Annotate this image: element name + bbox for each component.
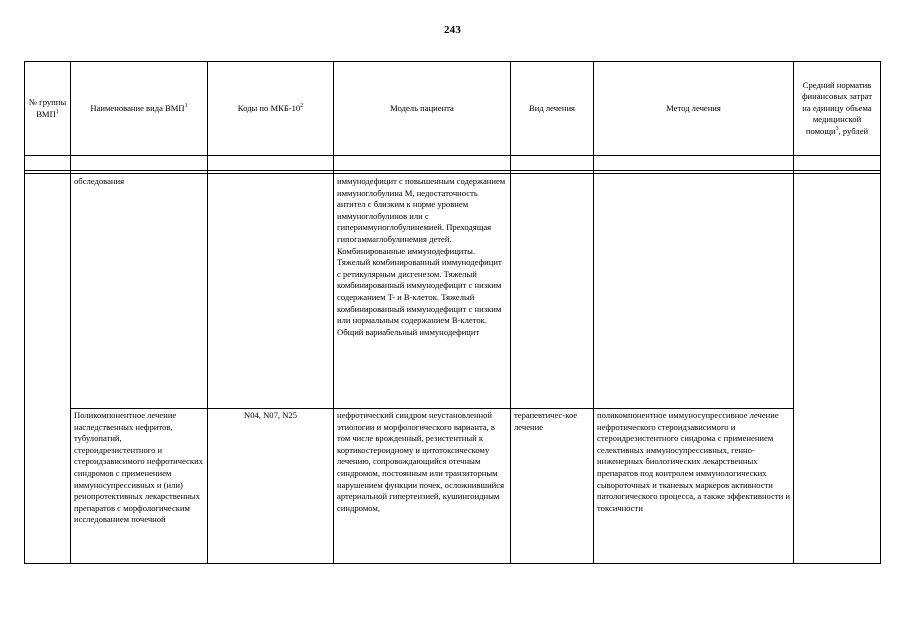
cell-name: обследования	[71, 174, 208, 409]
header-name: Наименование вида ВМП$^1$	[71, 62, 208, 156]
header-method: Метод лечения	[594, 62, 794, 156]
cell-codes: N04, N07, N25	[208, 409, 334, 564]
cell-codes	[208, 174, 334, 409]
cell-method	[594, 174, 794, 409]
header-codes: Коды по МКБ-$10^2$	[208, 62, 334, 156]
header-row	[25, 62, 881, 156]
cell-model: иммунодефицит с повышенным содержанием иммуноглобулина M, недостаточность антител с близким к норме уровнем иммуноглобулинов или с гипериммуноглобулинемией. Преходящая гипогаммаглобулинемия детей. Комбинированные иммунодефициты. Тяжелый комбинированный иммунодефицит с ретикулярным дисгенезом. Тяжелый комбинированный иммунодефицит с низким содержанием T- и B-клеток. Тяжелый комбинированный иммунодефицит с низким или нормальным содержанием B-клеток. Общий вариабельный иммунодефицит	[334, 174, 511, 409]
table-row	[25, 174, 881, 409]
header-group: № группы ВМП$^1$	[25, 62, 71, 156]
header-cost: Средний норматив финансовых затрат на единицу объема медицинской помощи$^3$, рублей	[794, 62, 881, 156]
cell-treatment-type: терапевтичес-кое лечение	[511, 409, 594, 564]
cell-method: поликомпонентное иммуносупрессивное лечение нефротического стероидзависимого и стероидрезистентного синдрома с применением селективных иммуносупрессивных, генно-инженерных биологических лекарственных препаратов под контролем иммунологических сывороточных и тканевых маркеров активности патологического процесса, а также эффективности и токсичности	[594, 409, 794, 564]
table-row	[25, 409, 881, 564]
page-number: 243	[443, 24, 462, 36]
cell-group	[25, 174, 71, 564]
column-number-row	[25, 156, 881, 171]
cell-cost	[794, 174, 881, 564]
header-model: Модель пациента	[334, 62, 511, 156]
cell-name: Поликомпонентное лечение наследственных нефритов, тубулопатий, стероидрезистентного и стероидзависимого нефротических синдромов с применением иммуносупрессивных и (или) ренопротективных лекарственных препаратов с морфологическим исследованием почечной	[71, 409, 208, 564]
vmp-table	[24, 61, 881, 564]
cell-model: нефротический синдром неустановленной этиологии и морфологического варианта, в том числе врожденный, резистентный к кортикостероидному и цитотоксическому лечению, сопровождающийся отечным синдромом, постоянным или транзиторным нарушением функции почек, осложнившийся артериальной гипертензией, кушингоидным синдромом,	[334, 409, 511, 564]
cell-treatment-type	[511, 174, 594, 409]
header-treatment-type: Вид лечения	[511, 62, 594, 156]
